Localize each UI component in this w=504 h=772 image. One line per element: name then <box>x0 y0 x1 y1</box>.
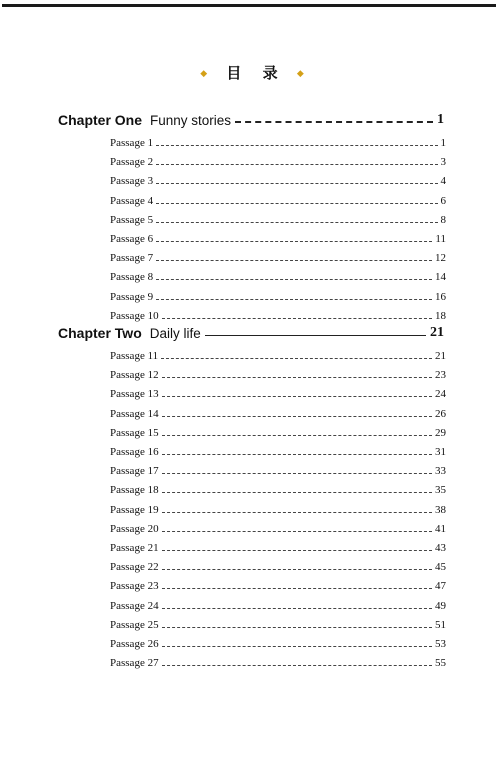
passage-page-number: 26 <box>435 407 446 420</box>
dot-leader <box>156 222 437 223</box>
contents-heading <box>0 62 504 83</box>
dot-leader <box>162 318 432 319</box>
passage-entry[interactable] <box>110 264 446 283</box>
passage-page-number: 16 <box>435 290 446 303</box>
passage-label: Passage 8 <box>110 271 154 284</box>
passage-entry[interactable] <box>110 535 446 554</box>
passage-page-number: 14 <box>435 271 446 284</box>
passage-page-number: 23 <box>435 369 446 382</box>
passage-entry[interactable] <box>110 149 446 168</box>
dot-leader <box>156 183 437 184</box>
dot-leader <box>156 145 437 146</box>
dot-leader <box>162 473 432 474</box>
dot-leader <box>156 241 432 242</box>
passage-label: Passage 22 <box>110 561 159 574</box>
dot-leader <box>156 279 432 280</box>
passage-label: Passage 1 <box>110 137 154 149</box>
passage-entry[interactable] <box>110 439 446 458</box>
passage-label: Passage 11 <box>110 350 159 362</box>
passage-label: Passage 15 <box>110 426 159 439</box>
passage-page-number: 6 <box>440 194 446 207</box>
passage-label: Passage 19 <box>110 503 159 516</box>
passage-label: Passage 25 <box>110 618 159 631</box>
passage-entry[interactable] <box>110 226 446 245</box>
passage-label: Passage 6 <box>110 233 154 245</box>
dot-leader <box>162 665 432 666</box>
passage-entry[interactable] <box>110 554 446 573</box>
passage-label: Passage 13 <box>110 388 159 401</box>
passage-label: Passage 7 <box>110 252 154 265</box>
dot-leader <box>162 454 432 455</box>
dot-leader <box>162 512 432 513</box>
dot-leader <box>205 335 426 336</box>
dot-leader <box>162 416 432 417</box>
passage-label: Passage 2 <box>110 156 154 169</box>
passage-page-number: 12 <box>435 252 446 265</box>
dot-leader <box>162 435 432 436</box>
passage-label: Passage 26 <box>110 638 159 650</box>
passage-label: Passage 5 <box>110 213 154 226</box>
dot-leader <box>156 164 437 165</box>
passage-entry[interactable] <box>110 381 446 400</box>
passage-page-number: 53 <box>435 638 446 650</box>
passage-page-number: 11 <box>435 233 446 245</box>
dot-leader <box>162 569 432 570</box>
passage-entry[interactable] <box>110 650 446 669</box>
dot-leader <box>162 646 432 647</box>
passage-label: Passage 10 <box>110 309 159 322</box>
passage-entry[interactable] <box>110 188 446 207</box>
dot-leader <box>162 588 432 589</box>
dot-leader <box>156 260 432 261</box>
chapter-number: Chapter Two <box>58 325 142 341</box>
passage-label: Passage 27 <box>110 657 159 670</box>
passage-page-number: 24 <box>435 388 446 401</box>
passage-page-number: 31 <box>435 446 446 458</box>
passage-page-number: 41 <box>435 522 446 535</box>
passage-entry[interactable] <box>110 612 446 631</box>
dot-leader <box>162 396 432 397</box>
passage-page-number: 55 <box>435 657 446 670</box>
passage-page-number: 38 <box>435 503 446 516</box>
dot-leader <box>162 550 432 551</box>
chapter-title: Funny stories <box>150 113 232 128</box>
passage-entry[interactable] <box>110 477 446 496</box>
passage-label: Passage 23 <box>110 580 159 593</box>
dot-leader <box>162 377 432 378</box>
diamond-ornament-right-icon: ◆ <box>296 68 304 79</box>
dot-leader <box>156 203 437 204</box>
dot-leader <box>162 531 432 532</box>
passage-page-number: 35 <box>435 484 446 497</box>
passage-page-number: 18 <box>435 309 446 322</box>
passage-entry[interactable] <box>110 593 446 612</box>
passage-page-number: 21 <box>435 350 446 362</box>
passage-page-number: 29 <box>435 426 446 439</box>
passage-entry[interactable] <box>110 631 446 650</box>
passage-page-number: 3 <box>440 156 446 169</box>
passage-page-number: 8 <box>440 213 446 226</box>
chapter-number: Chapter One <box>58 112 143 128</box>
passage-label: Passage 20 <box>110 522 159 535</box>
passage-label: Passage 24 <box>110 599 159 612</box>
passage-entry[interactable] <box>110 516 446 535</box>
passage-label: Passage 18 <box>110 484 159 497</box>
diamond-ornament-left-icon: ◆ <box>200 68 208 79</box>
passage-entry[interactable] <box>110 303 446 322</box>
passage-entry[interactable] <box>110 362 446 381</box>
passage-entry[interactable] <box>110 401 446 420</box>
dot-leader <box>162 492 432 493</box>
dot-leader <box>161 358 432 359</box>
passage-page-number: 47 <box>435 580 446 593</box>
chapter-title: Daily life <box>149 326 201 341</box>
chapter-page-number: 21 <box>430 325 444 340</box>
passage-entry[interactable] <box>110 573 446 592</box>
passage-label: Passage 16 <box>110 446 159 458</box>
passage-page-number: 4 <box>440 175 446 188</box>
passage-label: Passage 21 <box>110 542 159 554</box>
chapter-entry[interactable] <box>58 321 444 341</box>
passage-entry[interactable] <box>110 497 446 516</box>
passage-entry[interactable] <box>110 245 446 264</box>
passage-label: Passage 3 <box>110 175 154 188</box>
passage-label: Passage 9 <box>110 290 154 303</box>
passage-page-number: 1 <box>440 137 446 149</box>
passage-page-number: 45 <box>435 561 446 574</box>
passage-entry[interactable] <box>110 458 446 477</box>
top-rule <box>2 4 496 7</box>
dot-leader <box>162 627 432 628</box>
dot-leader <box>235 121 433 123</box>
passage-entry[interactable] <box>110 130 446 149</box>
contents-title: 目 录 <box>226 64 286 82</box>
dot-leader <box>156 299 432 300</box>
passage-page-number: 43 <box>435 542 446 554</box>
passage-entry[interactable] <box>110 420 446 439</box>
passage-label: Passage 4 <box>110 194 154 207</box>
passage-label: Passage 17 <box>110 465 159 478</box>
passage-page-number: 49 <box>435 599 446 612</box>
passage-page-number: 33 <box>435 465 446 478</box>
dot-leader <box>162 608 432 609</box>
passage-label: Passage 12 <box>110 369 159 382</box>
passage-entry[interactable] <box>110 168 446 187</box>
passage-page-number: 51 <box>435 618 446 631</box>
chapter-entry[interactable] <box>58 108 444 128</box>
passage-entry[interactable] <box>110 343 446 362</box>
passage-label: Passage 14 <box>110 407 159 420</box>
chapter-page-number: 1 <box>437 112 444 127</box>
passage-entry[interactable] <box>110 207 446 226</box>
passage-entry[interactable] <box>110 284 446 303</box>
